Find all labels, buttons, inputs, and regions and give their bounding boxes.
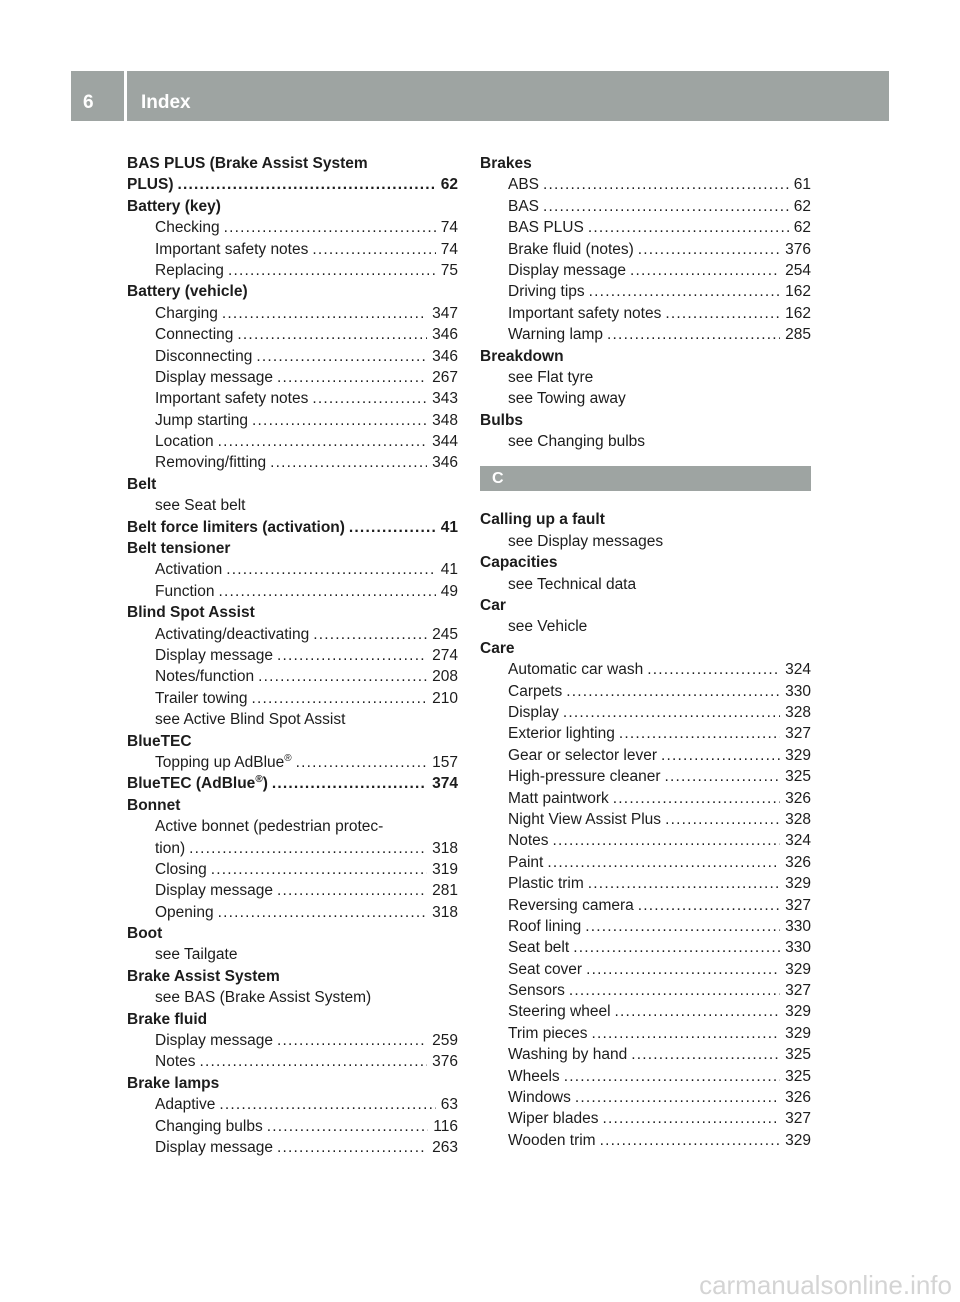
index-entry: [480, 196, 811, 217]
entry-label: Function: [155, 582, 215, 600]
dot-leader: [563, 702, 780, 723]
dot-leader: [189, 838, 427, 859]
entry-page: 254: [785, 261, 811, 279]
index-entry: [127, 260, 458, 281]
index-entry: [480, 895, 811, 916]
entry-page: 162: [785, 304, 811, 322]
entry-label: Exterior lighting: [508, 725, 615, 743]
dot-leader: [600, 1130, 781, 1151]
entry-label: tion): [155, 839, 186, 857]
entry-label: BAS: [508, 197, 540, 215]
index-entry: [480, 1108, 811, 1129]
dot-leader: [237, 324, 427, 345]
entry-page: 263: [432, 1138, 458, 1156]
index-heading: Battery (vehicle): [127, 283, 248, 301]
entry-label: Display: [508, 703, 559, 721]
index-entry: [127, 773, 458, 794]
dot-leader: [592, 1023, 781, 1044]
index-entry: [480, 324, 811, 345]
entry-page: 325: [785, 1046, 811, 1064]
dot-leader: [665, 303, 780, 324]
entry-label: Display message: [155, 882, 274, 900]
entry-label: Brake fluid (notes): [508, 240, 634, 258]
entry-page: 41: [440, 561, 458, 579]
index-entry: [127, 1137, 458, 1158]
entry-label: Connecting: [155, 326, 234, 344]
entry-label: Activating/deactivating: [155, 625, 310, 643]
index-reference: see Tailgate: [155, 946, 238, 964]
index-reference: see Vehicle: [508, 618, 588, 636]
entry-page: 329: [785, 960, 811, 978]
entry-label: BlueTEC (AdBlue®): [127, 774, 268, 793]
entry-page: 324: [785, 832, 811, 850]
dot-leader: [313, 624, 427, 645]
index-entry: [480, 809, 811, 830]
index-heading: Brake fluid: [127, 1010, 208, 1028]
dot-leader: [602, 1108, 780, 1129]
index-entry: [127, 431, 458, 452]
entry-label: Important safety notes: [508, 304, 662, 322]
entry-label: Reversing camera: [508, 896, 634, 914]
entry-label: Display message: [155, 646, 274, 664]
entry-label: Adaptive: [155, 1096, 216, 1114]
dot-leader: [543, 196, 789, 217]
entry-page: 318: [432, 839, 458, 857]
index-heading: BlueTEC: [127, 732, 192, 750]
entry-page: 346: [432, 326, 458, 344]
entry-page: 325: [785, 1067, 811, 1085]
dot-leader: [638, 239, 780, 260]
index-entry: [127, 752, 458, 773]
entry-page: 346: [432, 347, 458, 365]
index-entry: [127, 624, 458, 645]
index-entry: [480, 1130, 811, 1151]
entry-label: Plastic trim: [508, 875, 584, 893]
page-number: 6: [83, 92, 94, 113]
index-subentry: Active bonnet (pedestrian protec-: [155, 818, 384, 836]
entry-page: 327: [785, 896, 811, 914]
dot-leader: [349, 517, 436, 538]
index-heading: Capacities: [480, 554, 558, 572]
dot-leader: [543, 174, 789, 195]
entry-label: Roof lining: [508, 917, 582, 935]
index-reference: see Display messages: [508, 532, 664, 550]
entry-label: Display message: [155, 368, 274, 386]
page-header: [71, 71, 889, 121]
entry-label: Trim pieces: [508, 1024, 588, 1042]
dot-leader: [267, 1116, 429, 1137]
entry-page: 281: [432, 882, 458, 900]
entry-page: 329: [785, 1024, 811, 1042]
dot-leader: [277, 1137, 427, 1158]
dot-leader: [589, 281, 780, 302]
index-entry: [480, 873, 811, 894]
entry-page: 74: [440, 240, 458, 258]
entry-label: ABS: [508, 176, 540, 194]
dot-leader: [256, 346, 427, 367]
index-entry: [127, 1116, 458, 1137]
entry-page: 116: [433, 1117, 458, 1135]
index-entry: [480, 766, 811, 787]
entry-page: 327: [785, 1110, 811, 1128]
dot-leader: [211, 859, 427, 880]
dot-leader: [586, 959, 780, 980]
dot-leader: [277, 645, 427, 666]
entry-page: 347: [432, 304, 458, 322]
dot-leader: [564, 1066, 780, 1087]
dot-leader: [585, 916, 780, 937]
section-letter-bar: C: [480, 466, 811, 491]
entry-page: 157: [432, 753, 458, 771]
index-entry: [127, 666, 458, 687]
entry-label: Seat cover: [508, 960, 583, 978]
entry-page: 325: [785, 768, 811, 786]
entry-page: 75: [440, 261, 458, 279]
index-entry: [127, 581, 458, 602]
dot-leader: [665, 766, 781, 787]
index-heading: Boot: [127, 925, 163, 943]
index-entry: [480, 281, 811, 302]
entry-page: 74: [440, 219, 458, 237]
dot-leader: [272, 773, 427, 794]
index-entry: [127, 688, 458, 709]
index-heading: Belt: [127, 475, 157, 493]
index-entry: [127, 838, 458, 859]
entry-page: 61: [793, 176, 811, 194]
index-heading: Breakdown: [480, 347, 564, 365]
index-heading: Calling up a fault: [480, 511, 605, 529]
entry-label: Display message: [155, 1138, 274, 1156]
dot-leader: [178, 174, 436, 195]
entry-page: 324: [785, 661, 811, 679]
entry-label: BAS PLUS: [508, 219, 584, 237]
index-entry: [480, 174, 811, 195]
index-entry: [127, 1030, 458, 1051]
entry-page: 319: [432, 860, 458, 878]
entry-label: Wheels: [508, 1067, 560, 1085]
entry-page: 208: [432, 668, 458, 686]
entry-label: Night View Assist Plus: [508, 810, 662, 828]
entry-label: Paint: [508, 853, 544, 871]
index-entry: [127, 239, 458, 260]
index-entry: [480, 1001, 811, 1022]
index-entry: [480, 1087, 811, 1108]
dot-leader: [226, 559, 436, 580]
dot-leader: [573, 937, 780, 958]
dot-leader: [296, 752, 427, 773]
entry-page: 329: [785, 1131, 811, 1149]
entry-page: 330: [785, 917, 811, 935]
entry-label: High-pressure cleaner: [508, 768, 661, 786]
index-heading: Care: [480, 639, 515, 657]
dot-leader: [630, 260, 780, 281]
entry-label: Removing/fitting: [155, 454, 267, 472]
entry-label: Matt paintwork: [508, 789, 609, 807]
dot-leader: [219, 1094, 435, 1115]
index-entry: [480, 788, 811, 809]
entry-label: Steering wheel: [508, 1003, 611, 1021]
entry-label: Topping up AdBlue®: [155, 752, 292, 771]
index-entry: [127, 559, 458, 580]
entry-label: Driving tips: [508, 283, 585, 301]
entry-label: Carpets: [508, 682, 563, 700]
dot-leader: [661, 745, 780, 766]
dot-leader: [588, 873, 780, 894]
header-divider: [124, 71, 127, 121]
index-entry: [127, 324, 458, 345]
entry-label: Jump starting: [155, 411, 249, 429]
entry-page: 374: [432, 775, 458, 793]
index-entry: [480, 702, 811, 723]
watermark: carmanualsonline.info: [699, 1270, 952, 1300]
entry-label: Opening: [155, 903, 214, 921]
entry-label: PLUS): [127, 176, 174, 194]
entry-page: 274: [432, 646, 458, 664]
entry-page: 267: [432, 368, 458, 386]
dot-leader: [270, 452, 427, 473]
index-reference: see Towing away: [508, 390, 626, 408]
index-heading: BAS PLUS (Brake Assist System: [127, 155, 368, 172]
index-entry: [480, 1023, 811, 1044]
index-entry: [480, 1044, 811, 1065]
index-entry: [480, 959, 811, 980]
entry-page: 41: [440, 518, 458, 536]
dot-leader: [619, 723, 780, 744]
index-entry: [127, 367, 458, 388]
index-entry: [480, 830, 811, 851]
index-reference: see Seat belt: [155, 497, 246, 515]
entry-label: Closing: [155, 860, 207, 878]
index-column-left: [127, 153, 458, 1158]
index-entry: [127, 1051, 458, 1072]
entry-page: 329: [785, 746, 811, 764]
dot-leader: [258, 666, 427, 687]
entry-page: 318: [432, 903, 458, 921]
entry-page: 376: [432, 1053, 458, 1071]
entry-label: Changing bulbs: [155, 1117, 263, 1135]
entry-label: Checking: [155, 219, 220, 237]
entry-page: 328: [785, 703, 811, 721]
page-title: Index: [141, 92, 191, 113]
dot-leader: [251, 688, 427, 709]
dot-leader: [615, 1001, 781, 1022]
index-entry: [480, 937, 811, 958]
dot-leader: [277, 880, 427, 901]
entry-page: 245: [432, 625, 458, 643]
index-entry: [480, 1066, 811, 1087]
entry-page: 327: [785, 725, 811, 743]
dot-leader: [252, 410, 427, 431]
index-reference: see Flat tyre: [508, 368, 594, 386]
entry-label: Important safety notes: [155, 240, 309, 258]
entry-label: Warning lamp: [508, 326, 604, 344]
entry-page: 330: [785, 682, 811, 700]
index-entry: [480, 239, 811, 260]
dot-leader: [647, 659, 780, 680]
dot-leader: [312, 239, 435, 260]
entry-page: 162: [785, 283, 811, 301]
entry-label: Sensors: [508, 982, 565, 1000]
entry-page: 343: [432, 390, 458, 408]
entry-page: 330: [785, 939, 811, 957]
dot-leader: [222, 303, 427, 324]
index-heading: Bulbs: [480, 411, 524, 429]
entry-page: 63: [440, 1096, 458, 1114]
entry-page: 346: [432, 454, 458, 472]
entry-page: 344: [432, 433, 458, 451]
entry-page: 210: [432, 689, 458, 707]
entry-page: 326: [785, 789, 811, 807]
index-entry: [480, 217, 811, 238]
dot-leader: [575, 1087, 780, 1108]
entry-page: 329: [785, 1003, 811, 1021]
entry-page: 62: [440, 176, 458, 194]
entry-page: 62: [793, 197, 811, 215]
entry-label: Windows: [508, 1089, 571, 1107]
index-entry: [127, 346, 458, 367]
index-entry: [127, 217, 458, 238]
entry-page: 259: [432, 1032, 458, 1050]
index-column-right: [480, 153, 811, 1151]
index-entry: [127, 880, 458, 901]
entry-label: Notes/function: [155, 668, 255, 686]
dot-leader: [277, 1030, 427, 1051]
dot-leader: [566, 681, 780, 702]
entry-label: Washing by hand: [508, 1046, 628, 1064]
entry-label: Disconnecting: [155, 347, 253, 365]
dot-leader: [607, 324, 780, 345]
index-entry: [480, 681, 811, 702]
index-entry: [127, 902, 458, 923]
index-heading: Brake lamps: [127, 1074, 220, 1092]
index-entry: [480, 980, 811, 1001]
index-heading: Brakes: [480, 155, 532, 172]
dot-leader: [218, 581, 435, 602]
entry-page: 327: [785, 982, 811, 1000]
dot-leader: [613, 788, 780, 809]
index-entry: [480, 659, 811, 680]
entry-page: 285: [785, 326, 811, 344]
entry-page: 62: [793, 219, 811, 237]
dot-leader: [553, 830, 781, 851]
entry-label: Notes: [508, 832, 549, 850]
index-entry: [480, 916, 811, 937]
index-entry: [127, 410, 458, 431]
entry-label: Automatic car wash: [508, 661, 644, 679]
registered-mark: ®: [284, 752, 292, 764]
registered-mark: ®: [255, 774, 263, 786]
entry-page: 348: [432, 411, 458, 429]
entry-page: 376: [785, 240, 811, 258]
dot-leader: [569, 980, 780, 1001]
dot-leader: [665, 809, 780, 830]
dot-leader: [218, 902, 428, 923]
index-entry: [127, 645, 458, 666]
entry-label: Wooden trim: [508, 1131, 596, 1149]
index-reference: see BAS (Brake Assist System): [155, 989, 372, 1007]
dot-leader: [631, 1044, 780, 1065]
dot-leader: [547, 852, 780, 873]
entry-page: 329: [785, 875, 811, 893]
index-heading: Brake Assist System: [127, 967, 280, 985]
entry-page: 328: [785, 810, 811, 828]
index-entry: [127, 303, 458, 324]
entry-label: Display message: [155, 1032, 274, 1050]
index-entry: [480, 723, 811, 744]
index-reference: see Changing bulbs: [508, 433, 646, 451]
index-heading: Car: [480, 597, 506, 615]
dot-leader: [312, 388, 427, 409]
entry-label: Important safety notes: [155, 390, 309, 408]
index-heading: Blind Spot Assist: [127, 604, 255, 622]
index-entry: [127, 859, 458, 880]
index-entry: [480, 852, 811, 873]
dot-leader: [224, 217, 436, 238]
entry-page: 326: [785, 1089, 811, 1107]
index-heading: Bonnet: [127, 796, 181, 814]
dot-leader: [638, 895, 780, 916]
index-entry: [480, 303, 811, 324]
index-entry: [127, 174, 458, 195]
entry-label: Display message: [508, 261, 627, 279]
dot-leader: [228, 260, 436, 281]
index-reference: see Active Blind Spot Assist: [155, 711, 346, 729]
entry-label: Belt force limiters (activation): [127, 518, 345, 536]
entry-label: Location: [155, 433, 214, 451]
entry-page: 49: [440, 582, 458, 600]
index-entry: [127, 1094, 458, 1115]
index-heading: Belt tensioner: [127, 540, 231, 558]
dot-leader: [588, 217, 789, 238]
index-entry: [127, 517, 458, 538]
index-reference: see Technical data: [508, 575, 637, 593]
dot-leader: [200, 1051, 428, 1072]
index-heading: Battery (key): [127, 197, 221, 215]
entry-page: 326: [785, 853, 811, 871]
dot-leader: [218, 431, 428, 452]
entry-label: Seat belt: [508, 939, 570, 957]
index-entry: [127, 388, 458, 409]
entry-label: Wiper blades: [508, 1110, 599, 1128]
entry-label: Activation: [155, 561, 223, 579]
dot-leader: [277, 367, 427, 388]
entry-label: Trailer towing: [155, 689, 248, 707]
index-entry: [127, 452, 458, 473]
entry-label: Notes: [155, 1053, 196, 1071]
index-entry: [480, 745, 811, 766]
entry-label: Replacing: [155, 261, 224, 279]
entry-label: Gear or selector lever: [508, 746, 658, 764]
index-entry: [480, 260, 811, 281]
entry-label: Charging: [155, 304, 218, 322]
